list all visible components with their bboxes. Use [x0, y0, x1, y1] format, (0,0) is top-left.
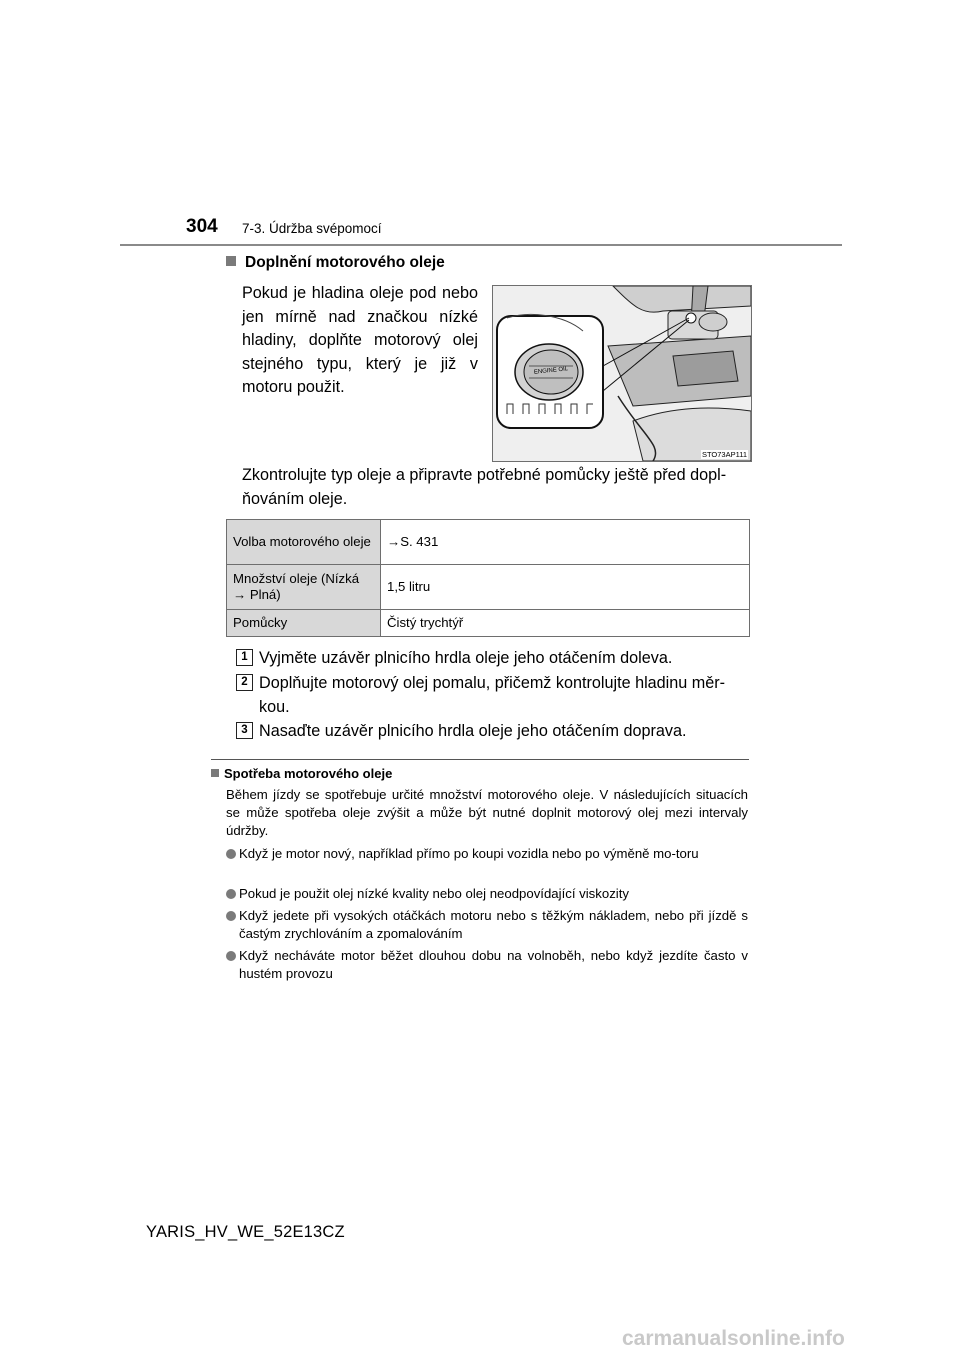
section-title: 7-3. Údržba svépomocí — [242, 221, 382, 236]
engine-oil-cap-figure — [492, 285, 752, 462]
table-label-cell: Množství oleje (Nízká → Plná) — [227, 565, 381, 610]
bullet-dot-icon — [226, 911, 236, 921]
cap-label: ENGINE OIL — [533, 366, 569, 376]
intro-paragraph: Pokud je hladina oleje pod nebo jen mírně nad značkou nízké hladiny, doplňte motorový olej stejného typu, který je již v motoru použit. — [242, 284, 478, 396]
oil-spec-table — [226, 519, 750, 637]
section-divider — [211, 759, 749, 760]
header-rule — [120, 244, 842, 246]
step-number-badge: 2 — [236, 674, 253, 691]
table-value-cell: 1,5 litru — [381, 565, 750, 610]
consumption-paragraph: Během jízdy se spotřebuje určité množství motorového oleje. V následujících situacích se může spotřeba oleje zvýšit a může být nutné doplnit motorový olej mezi intervaly údržby. — [226, 787, 748, 838]
list-item-text: Když necháváte motor běžet dlouhou dobu na volnoběh, nebo když jezdíte často v hustém provozu — [239, 948, 748, 981]
engine-bay-illustration — [493, 286, 751, 461]
document-footer-code: YARIS_HV_WE_52E13CZ — [146, 1223, 345, 1241]
step-number-badge: 3 — [236, 722, 253, 739]
section-heading — [226, 254, 445, 272]
page-number: 304 — [186, 216, 218, 237]
square-bullet-icon — [211, 769, 219, 777]
list-item-text: Když je motor nový, například přímo po koupi vozidla nebo po výměně mo-toru — [239, 846, 699, 861]
section-heading-text: Doplnění motorového oleje — [245, 254, 445, 271]
square-bullet-icon — [226, 256, 236, 266]
table-row — [227, 565, 750, 610]
figure-code: STO73AP111 — [701, 450, 747, 459]
table-label-cell: Pomůcky — [227, 610, 381, 637]
table-value-cell: →S. 431 — [381, 520, 750, 565]
consumption-heading-text: Spotřeba motorového oleje — [224, 766, 393, 781]
table-row — [227, 520, 750, 565]
check-paragraph: Zkontrolujte typ oleje a připravte potřebné pomůcky ještě před dopl-ňováním oleje. — [242, 466, 727, 508]
step-text: Vyjměte uzávěr plnicího hrdla oleje jeho otáčením doleva. — [259, 649, 673, 667]
step-text: Doplňujte motorový olej pomalu, přičemž kontrolujte hladinu měr-kou. — [259, 674, 726, 716]
watermark: carmanualsonline.info — [622, 1327, 845, 1350]
step-text: Nasaďte uzávěr plnicího hrdla oleje jeho otáčením doprava. — [259, 722, 687, 740]
bullet-dot-icon — [226, 849, 236, 859]
bullet-dot-icon — [226, 889, 236, 899]
table-value-cell: Čistý trychtýř — [381, 610, 750, 637]
list-item-text: Pokud je použit olej nízké kvality nebo olej neodpovídající viskozity — [239, 886, 629, 901]
step-number-badge: 1 — [236, 649, 253, 666]
table-label-cell: Volba motorového oleje — [227, 520, 381, 565]
table-row — [227, 610, 750, 637]
bullet-dot-icon — [226, 951, 236, 961]
consumption-heading — [211, 766, 392, 781]
list-item-text: Když jedete při vysokých otáčkách motoru nebo s těžkým nákladem, nebo při jízdě s častým zrychlováním a zpomalováním — [239, 908, 748, 941]
